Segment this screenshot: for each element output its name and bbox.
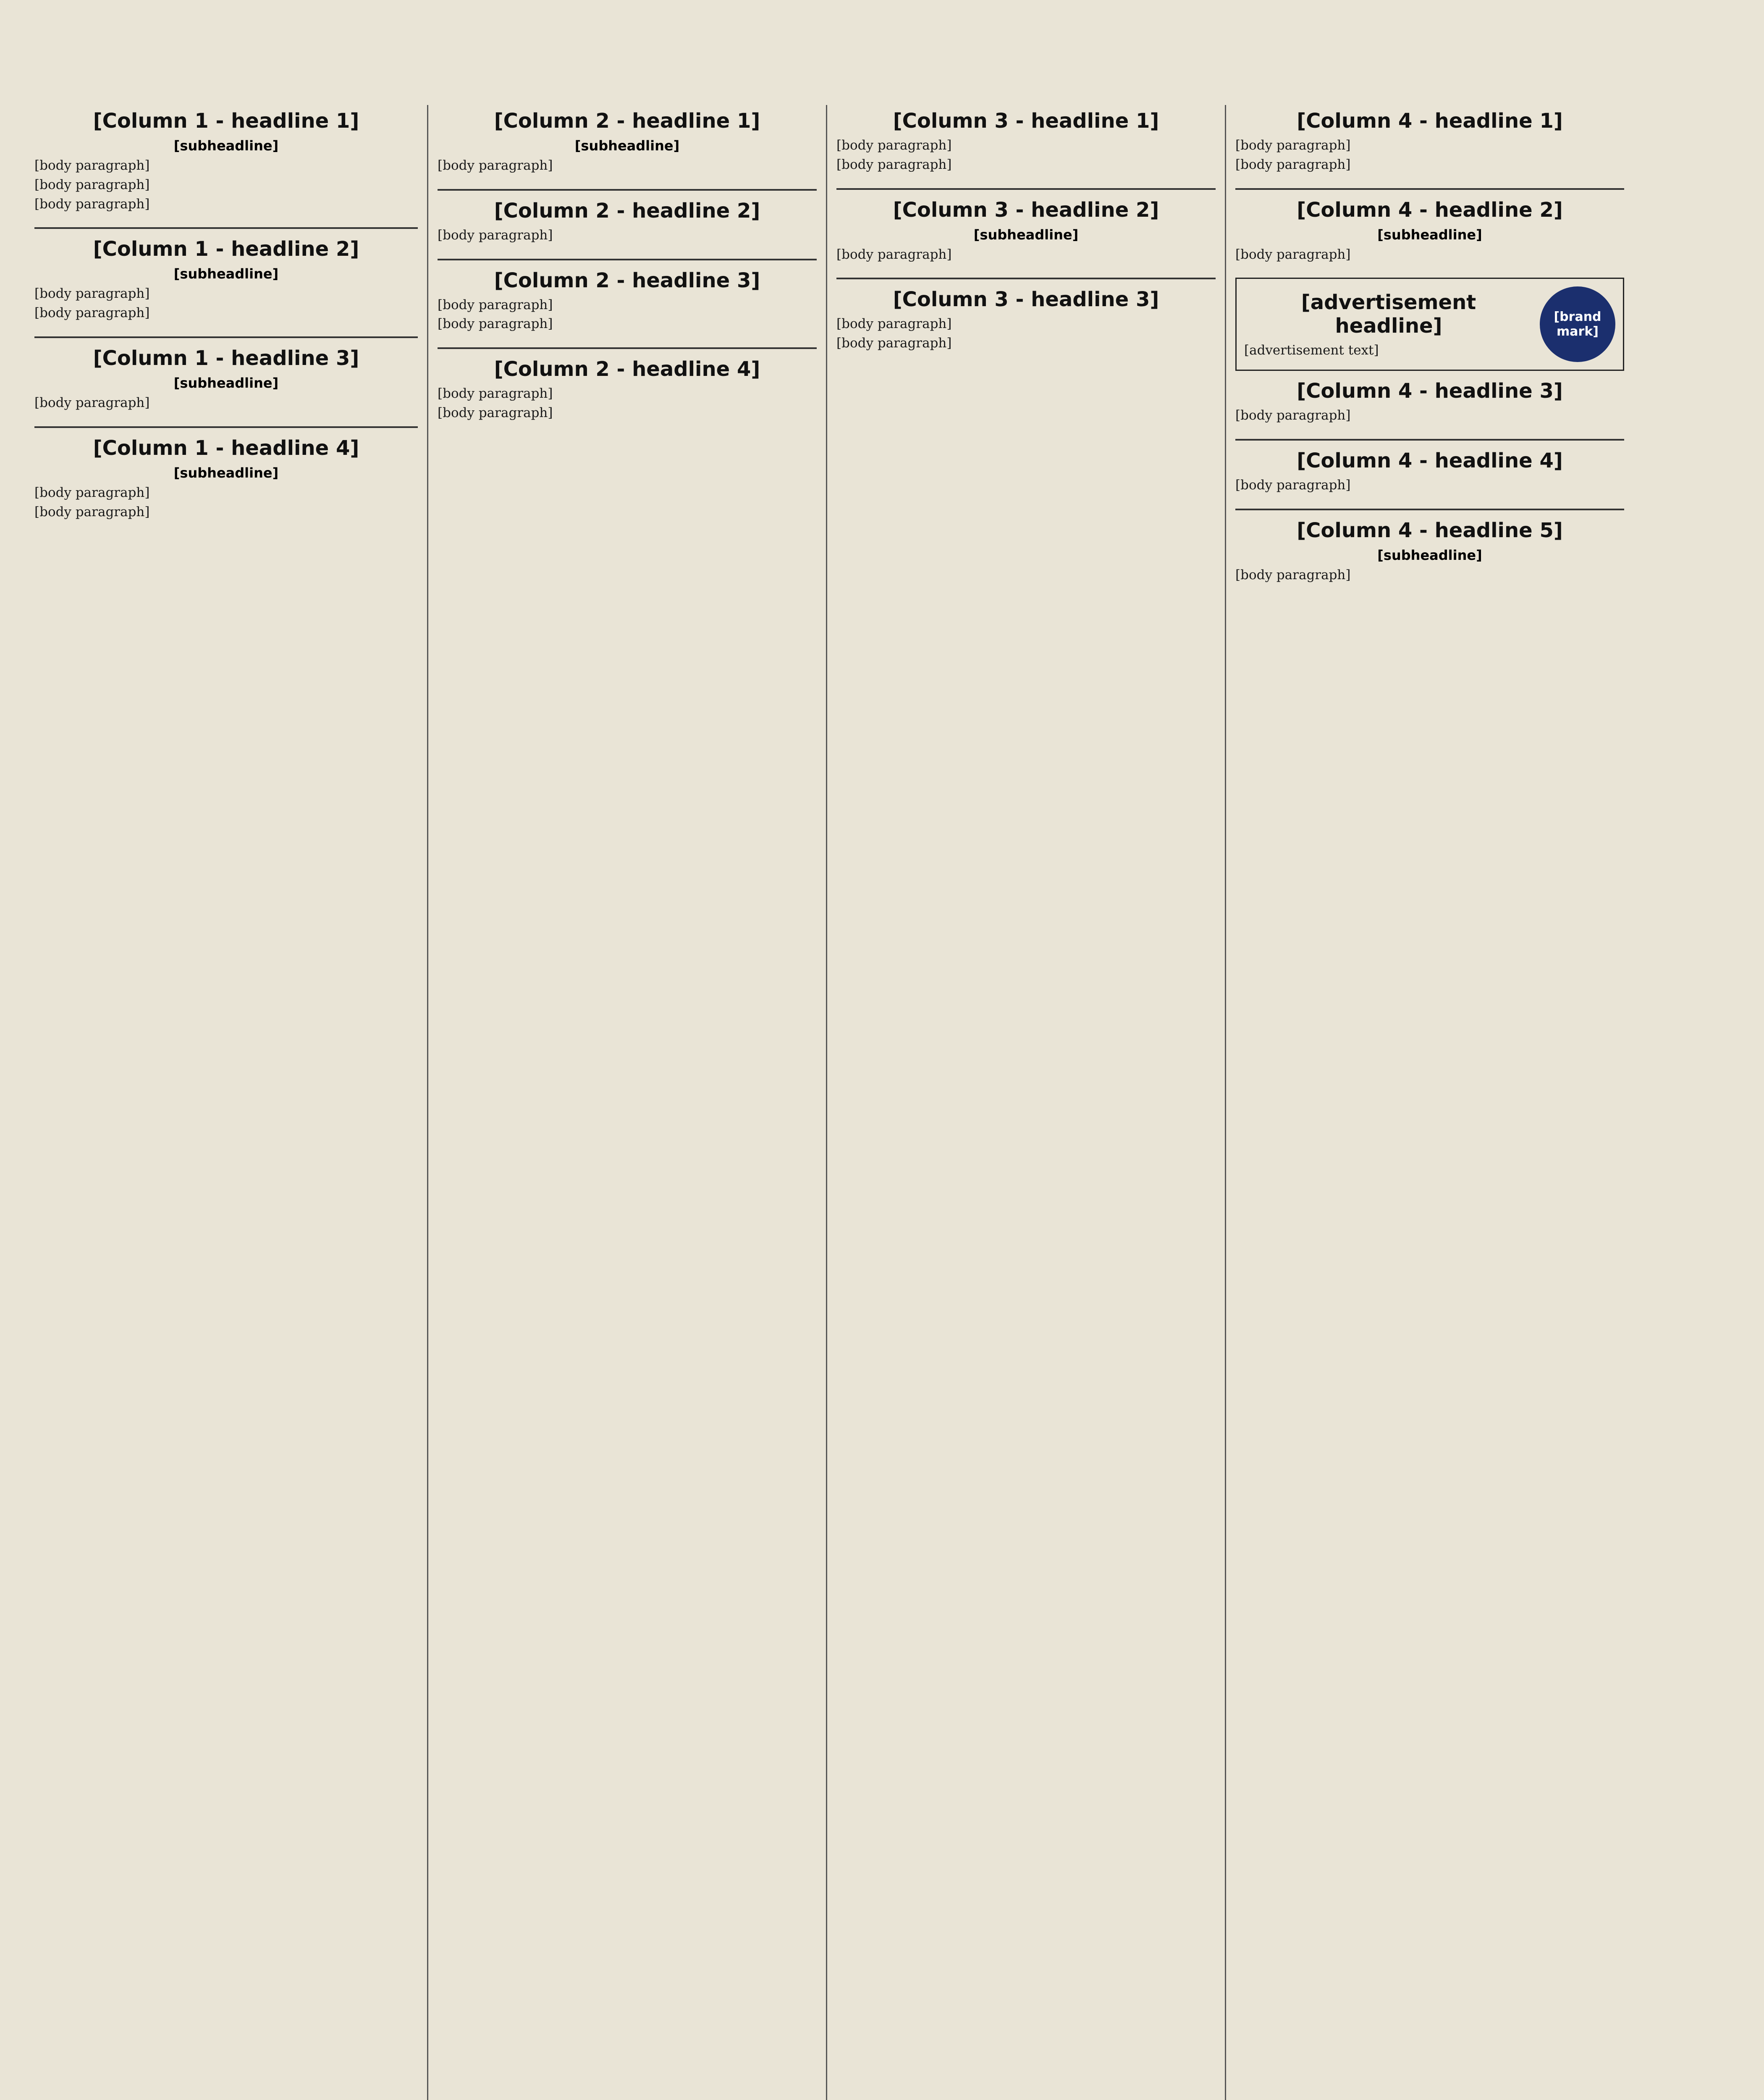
headline: [Column 2 - headline 4] [494,357,760,381]
paragraph: [body paragraph] [34,158,150,173]
paragraph: [body paragraph] [34,485,150,500]
divider [438,259,817,260]
brand-badge-icon [1540,286,1615,362]
column-3 [827,105,1226,2100]
divider [836,188,1216,190]
subheadline: [subheadline] [173,266,279,282]
subheadline: [subheadline] [574,138,680,154]
paragraph: [body paragraph] [438,386,553,402]
article [34,237,418,321]
headline: [Column 4 - headline 1] [1297,109,1563,133]
divider [836,278,1216,279]
headline: [Column 3 - headline 3] [893,288,1159,312]
column-4 [1226,105,1633,2100]
column-1 [25,105,428,2100]
article [1235,519,1624,583]
paragraph: [body paragraph] [438,227,553,243]
article [836,109,1216,173]
article [34,346,418,411]
paragraph: [body paragraph] [34,286,150,302]
article [1235,198,1624,263]
subheadline: [subheadline] [173,375,279,391]
subheadline: [subheadline] [973,226,1079,243]
divider [1235,188,1624,190]
divider [1235,439,1624,441]
headline: [Column 4 - headline 3] [1297,379,1563,403]
subheadline: [subheadline] [1377,547,1482,564]
brand-mark: [brand mark] [1554,310,1601,339]
subheadline: [subheadline] [173,138,279,154]
article [438,357,817,421]
subheadline: [subheadline] [173,465,279,481]
paragraph: [body paragraph] [34,196,150,212]
paragraph: [body paragraph] [438,405,553,421]
divider [34,426,418,428]
paragraph: [body paragraph] [836,157,952,172]
divider [34,336,418,338]
article [1235,449,1624,494]
paragraph: [body paragraph] [1235,157,1351,172]
paragraph: [body paragraph] [1235,567,1351,583]
article [438,199,817,244]
headline: [Column 2 - headline 2] [494,199,760,223]
headline: [Column 1 - headline 3] [93,346,359,370]
headline: [Column 4 - headline 4] [1297,449,1563,473]
advertisement [1235,278,1624,371]
headline: [Column 3 - headline 1] [893,109,1159,133]
headline: [Column 3 - headline 2] [893,198,1159,222]
paragraph: [body paragraph] [836,138,952,153]
paragraph: [body paragraph] [1235,478,1351,493]
paragraph: [body paragraph] [438,297,553,312]
paragraph: [body paragraph] [836,316,952,332]
paragraph: [body paragraph] [438,158,553,173]
paragraph: [body paragraph] [1235,247,1351,262]
ad-headline: [advertisement headline] [1301,291,1476,338]
divider [438,189,817,191]
headline: [Column 2 - headline 1] [494,109,760,133]
paragraph: [body paragraph] [836,336,952,351]
article [836,288,1216,352]
article [34,436,418,520]
paragraph: [body paragraph] [34,395,150,411]
headline: [Column 1 - headline 2] [93,237,359,261]
column-2 [428,105,827,2100]
article [1235,379,1624,424]
ad-text: [advertisement text] [1244,343,1379,358]
headline: [Column 4 - headline 5] [1297,519,1563,543]
article [438,109,817,174]
paragraph: [body paragraph] [34,177,150,192]
headline: [Column 1 - headline 1] [93,109,359,133]
paragraph: [body paragraph] [34,504,150,520]
paragraph: [body paragraph] [34,305,150,321]
article [1235,109,1624,173]
article [34,109,418,212]
headline: [Column 2 - headline 3] [494,268,760,292]
paragraph: [body paragraph] [1235,408,1351,423]
paragraph: [body paragraph] [438,316,553,332]
headline: [Column 4 - headline 2] [1297,198,1563,222]
divider [1235,509,1624,510]
paragraph: [body paragraph] [1235,138,1351,153]
article [836,198,1216,263]
subheadline: [subheadline] [1377,226,1482,243]
divider [438,347,817,349]
article [438,269,817,333]
divider [34,227,418,229]
headline: [Column 1 - headline 4] [93,436,359,460]
paragraph: [body paragraph] [836,247,952,262]
